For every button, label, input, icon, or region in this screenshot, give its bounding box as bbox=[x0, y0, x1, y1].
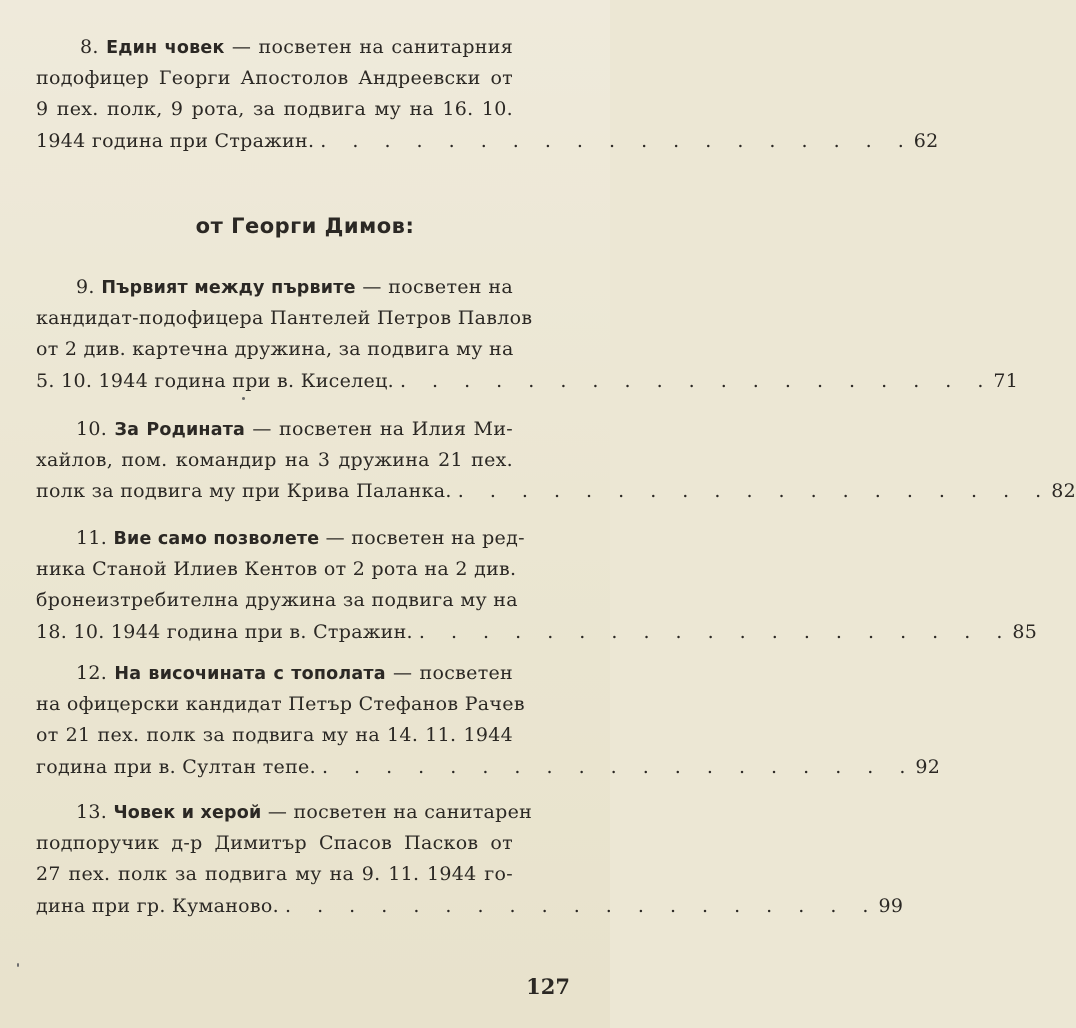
leader-dots: . . . . . . . . . . . . . . . . . . . bbox=[457, 480, 1052, 503]
print-speck bbox=[17, 963, 19, 967]
entry-line: на офицерски кандидат Петър Стефанов Рачев bbox=[36, 693, 525, 716]
entry-title: На височината с тополата bbox=[114, 664, 386, 684]
entry-text: 18. 10. 1944 година при в. Стражин. bbox=[36, 620, 413, 643]
entry-title: Първият между първите bbox=[101, 278, 356, 298]
entry-number: 11. bbox=[76, 527, 108, 549]
entry-last-line bbox=[36, 476, 1076, 507]
leader-dots: . . . . . . . . . . . . . . . . . . . bbox=[285, 894, 879, 917]
entry-text: — посветен на Илия Ми- bbox=[245, 418, 513, 440]
entry-page: 62 bbox=[913, 129, 939, 152]
entry-last-line bbox=[36, 126, 939, 157]
toc-entry bbox=[36, 523, 1038, 648]
entry-text: — посветен на санитарен bbox=[261, 801, 533, 823]
toc-entry bbox=[36, 272, 1019, 397]
entry-text: — посветен на санитарния bbox=[224, 36, 513, 58]
toc-entry bbox=[36, 658, 941, 783]
entry-text: 1944 година при Стражин. bbox=[36, 129, 315, 152]
toc-entry bbox=[36, 32, 939, 157]
leader-dots: . . . . . . . . . . . . . . . . . . . bbox=[321, 755, 916, 778]
entry-page: 71 bbox=[993, 369, 1019, 392]
entry-line: бронеизтребителна дружина за подвига му на bbox=[36, 589, 518, 612]
entry-text: дина при гр. Куманово. bbox=[36, 894, 279, 917]
leader-dots: . . . . . . . . . . . . . . . . . . . bbox=[320, 129, 914, 152]
entry-last-line bbox=[36, 752, 941, 783]
entry-line: подофицер Георги Апостолов Андреевски от bbox=[36, 67, 513, 90]
entry-page: 92 bbox=[915, 755, 941, 778]
page-number: 127 bbox=[526, 974, 570, 999]
entry-number: 9. bbox=[76, 276, 95, 298]
entry-line: хайлов, пом. командир на 3 дружина 21 пех. bbox=[36, 449, 513, 472]
leader-dots: . . . . . . . . . . . . . . . . . . . bbox=[418, 620, 1013, 643]
entry-line: от 21 пех. полк за подвига му на 14. 11. 1944 bbox=[36, 724, 513, 747]
entry-line bbox=[36, 658, 513, 689]
entry-line bbox=[36, 523, 525, 554]
entry-page: 99 bbox=[878, 894, 904, 917]
entry-line: ника Станой Илиев Кентов от 2 рота на 2 див. bbox=[36, 558, 517, 581]
entry-line bbox=[36, 32, 513, 63]
toc-entry bbox=[36, 797, 904, 922]
entry-text: — посветен на bbox=[355, 276, 513, 298]
leader-dots: . . . . . . . . . . . . . . . . . . . bbox=[399, 369, 994, 392]
entry-line: 9 пех. полк, 9 рота, за подвига му на 16. 10. bbox=[36, 98, 513, 121]
entry-text: — посветен bbox=[385, 662, 514, 684]
entry-last-line bbox=[36, 366, 1019, 397]
entry-title: Човек и херой bbox=[113, 803, 262, 823]
print-speck bbox=[242, 397, 245, 400]
entry-title: Вие само позволете bbox=[113, 529, 320, 549]
entry-text: 5. 10. 1944 година при в. Киселец. bbox=[36, 369, 394, 392]
entry-line bbox=[36, 797, 533, 828]
entry-title: За Родината bbox=[114, 420, 246, 440]
entry-number: 13. bbox=[76, 801, 108, 823]
entry-text: полк за подвига му при Крива Паланка. bbox=[36, 480, 452, 503]
entry-text: година при в. Султан тепе. bbox=[36, 755, 316, 778]
entry-last-line bbox=[36, 891, 904, 922]
entry-last-line bbox=[36, 617, 1038, 648]
entry-number: 10. bbox=[76, 418, 108, 440]
entry-line: подпоручик д-р Димитър Спасов Пасков от bbox=[36, 832, 513, 855]
entry-line bbox=[36, 272, 513, 303]
entry-page: 85 bbox=[1012, 620, 1038, 643]
entry-page: 82 bbox=[1051, 480, 1076, 503]
entry-number: 12. bbox=[76, 662, 108, 684]
toc-entry bbox=[36, 414, 1076, 508]
entry-text: — посветен на ред- bbox=[319, 527, 525, 549]
entry-line bbox=[36, 414, 513, 445]
entry-title: Един човек bbox=[106, 38, 225, 58]
entry-line: кандидат-подофицера Пантелей Петров Павлов bbox=[36, 307, 533, 330]
entry-line: 27 пех. полк за подвига му на 9. 11. 1944 го- bbox=[36, 863, 513, 886]
entry-line: от 2 див. картечна дружина, за подвига му на bbox=[36, 338, 514, 361]
section-heading: от Георги Димов: bbox=[195, 214, 415, 238]
entry-number: 8. bbox=[80, 36, 99, 58]
